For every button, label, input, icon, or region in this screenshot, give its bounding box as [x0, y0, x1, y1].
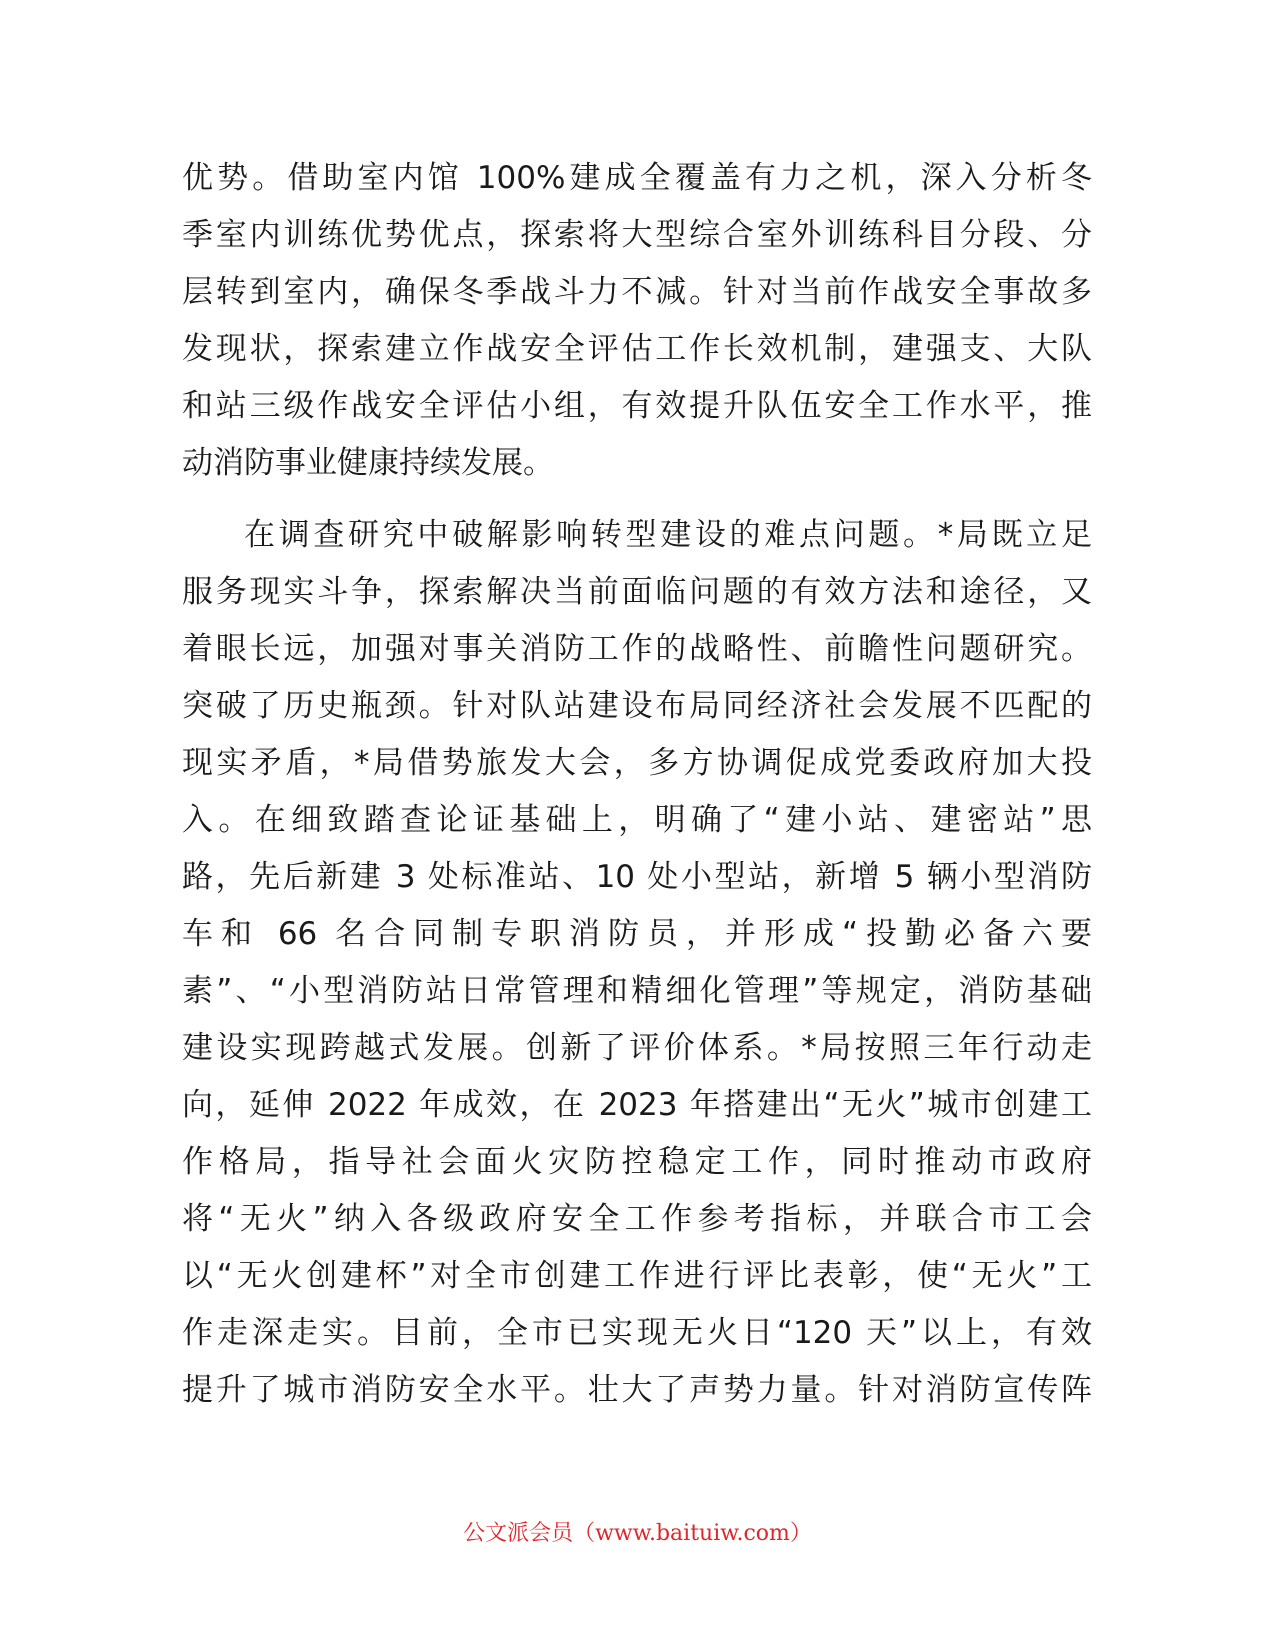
text-line: 车和 66 名合同制专职消防员，并形成“投勤必备六要 [182, 916, 1092, 952]
paragraph-1 [182, 150, 1092, 492]
text-line: 季室内训练优势优点，探索将大型综合室外训练科目分段、分 [182, 217, 1092, 253]
text-line: 突破了历史瓶颈。针对队站建设布局同经济社会发展不匹配的 [182, 688, 1092, 724]
text-line: 层转到室内，确保冬季战斗力不减。针对当前作战安全事故多 [182, 274, 1092, 310]
text-line: 素”、“小型消防站日常管理和精细化管理”等规定，消防基础 [182, 973, 1092, 1009]
text-line: 现实矛盾，*局借势旅发大会，多方协调促成党委政府加大投 [182, 745, 1092, 781]
document-body [182, 150, 1092, 1419]
text-line: 作格局，指导社会面火灾防控稳定工作，同时推动市政府 [182, 1144, 1092, 1180]
paragraph-spacer [182, 492, 1092, 507]
text-line: 优势。借助室内馆 100%建成全覆盖有力之机，深入分析冬 [182, 160, 1092, 196]
text-line: 向，延伸 2022 年成效，在 2023 年搭建出“无火”城市创建工 [182, 1087, 1092, 1123]
text-line: 在调查研究中破解影响转型建设的难点问题。*局既立足 [244, 517, 1092, 553]
text-line: 发现状，探索建立作战安全评估工作长效机制，建强支、大队 [182, 331, 1092, 367]
text-line: 和站三级作战安全评估小组，有效提升队伍安全工作水平，推 [182, 388, 1092, 424]
text-line: 着眼长远，加强对事关消防工作的战略性、前瞻性问题研究。 [182, 631, 1092, 667]
footer-watermark-link[interactable]: 公文派会员（www.baituiw.com） [463, 1521, 812, 1546]
text-line: 服务现实斗争，探索解决当前面临问题的有效方法和途径，又 [182, 574, 1092, 610]
text-line: 将“无火”纳入各级政府安全工作参考指标，并联合市工会 [182, 1201, 1092, 1237]
text-line: 提升了城市消防安全水平。壮大了声势力量。针对消防宣传阵 [182, 1372, 1092, 1408]
text-line: 入。在细致踏查论证基础上，明确了“建小站、建密站”思 [182, 802, 1092, 838]
text-line: 建设实现跨越式发展。创新了评价体系。*局按照三年行动走 [182, 1030, 1092, 1066]
text-line: 作走深走实。目前，全市已实现无火日“120 天”以上，有效 [182, 1315, 1092, 1351]
text-line: 路，先后新建 3 处标准站、10 处小型站，新增 5 辆小型消防 [182, 859, 1092, 895]
paragraph-2 [182, 507, 1092, 1419]
text-line: 动消防事业健康持续发展。 [182, 445, 554, 481]
text-line: 以“无火创建杯”对全市创建工作进行评比表彰，使“无火”工 [182, 1258, 1092, 1294]
